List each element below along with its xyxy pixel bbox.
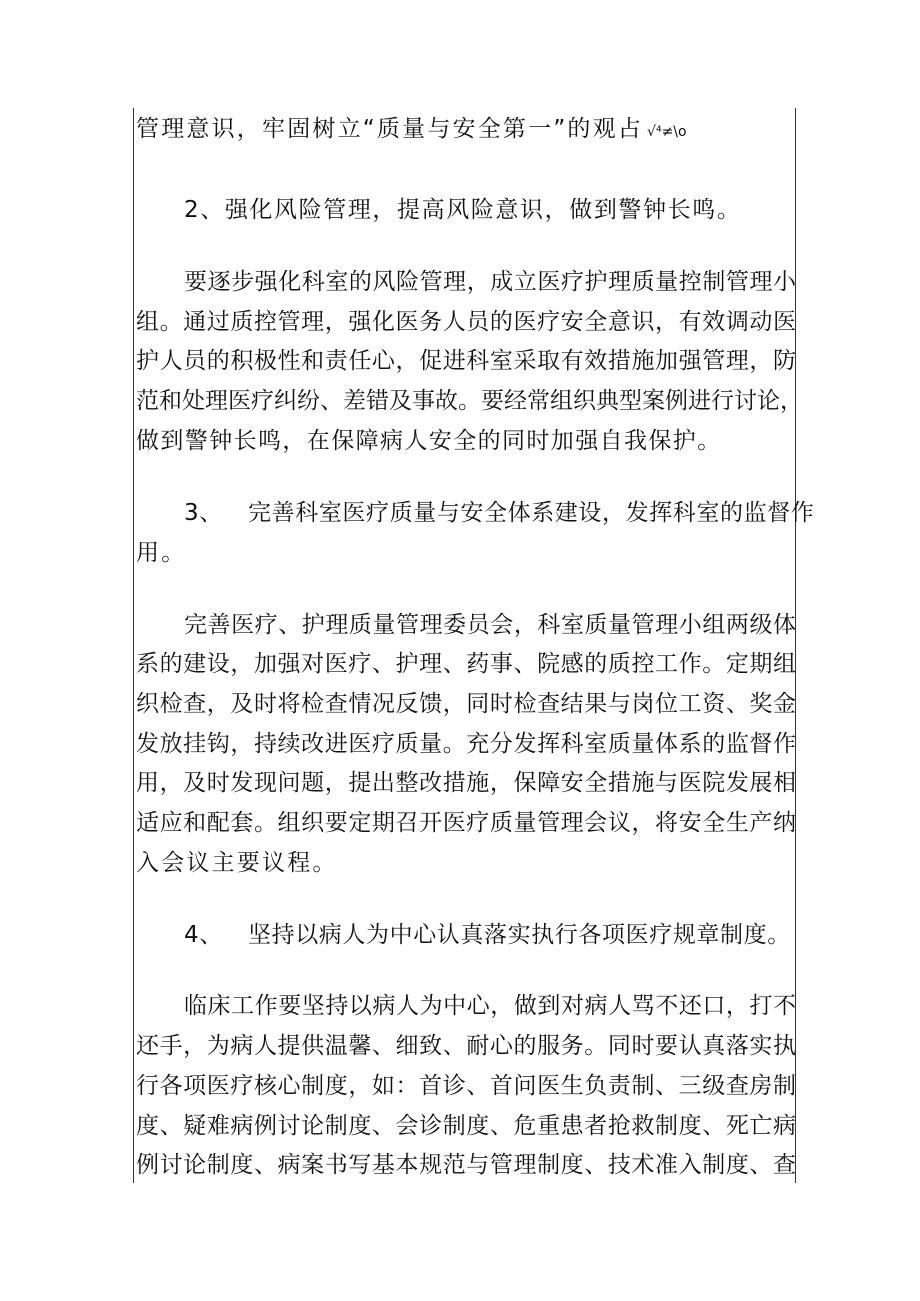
paragraph-line: 管理意识，牢固树立“质量与安全第一”的观占 √⁴≠\o <box>136 116 687 142</box>
paragraph-line: 要逐步强化科室的风险管理，成立医疗护理质量控制管理小 <box>184 269 796 295</box>
paragraph-line: 入会议主要议程。 <box>136 850 338 876</box>
paragraph-line: 度、疑难病例讨论制度、会诊制度、危重患者抢救制度、死亡病 <box>136 1113 796 1139</box>
paragraph-line: 临床工作要坚持以病人为中心，做到对病人骂不还口，打不 <box>184 993 796 1019</box>
table-border-left <box>133 108 134 1183</box>
paragraph-line: 系的建设，加强对医疗、护理、药事、院感的质控工作。定期组 <box>136 651 796 677</box>
paragraph-line: 还手，为病人提供温馨、细致、耐心的服务。同时要认真落实执 <box>136 1033 796 1059</box>
paragraph-line: 做到警钟长鸣，在保障病人安全的同时加强自我保护。 <box>136 428 722 454</box>
paragraph-line: 用。 <box>136 540 187 566</box>
paragraph-line: 适应和配套。组织要定期召开医疗质量管理会议，将安全生产纳 <box>136 810 796 836</box>
paragraph-line: 用，及时发现问题，提出整改措施，保障安全措施与医院发展相 <box>136 770 796 796</box>
paragraph-line: 例讨论制度、病案书写基本规范与管理制度、技术准入制度、查 <box>136 1152 796 1178</box>
garbled-text: √⁴≠\o <box>647 124 687 140</box>
section-heading-3: 3、 完善科室医疗质量与安全体系建设，发挥科室的监督作 <box>136 497 844 529</box>
section-heading-4: 4、 坚持以病人为中心认真落实执行各项医疗规章制度。 <box>136 919 844 951</box>
paragraph-line: 组。通过质控管理，强化医务人员的医疗安全意识，有效调动医 <box>136 309 796 335</box>
paragraph-line: 范和处理医疗纠纷、差错及事故。要经常组织典型案例进行讨论， <box>136 388 803 414</box>
paragraph-line: 护人员的积极性和责任心，促进科室采取有效措施加强管理，防 <box>136 348 796 374</box>
paragraph-line: 完善医疗、护理质量管理委员会，科室质量管理小组两级体 <box>184 612 796 638</box>
paragraph-line: 织检查，及时将检查情况反馈，同时检查结果与岗位工资、奖金 <box>136 691 796 717</box>
section-heading-2: 2、强化风险管理，提高风险意识，做到警钟长鸣。 <box>184 197 742 223</box>
paragraph-line: 行各项医疗核心制度，如：首诊、首问医生负责制、三级查房制 <box>136 1073 796 1099</box>
section-number: 4、 <box>184 922 223 948</box>
section-number: 3、 <box>184 500 223 526</box>
paragraph-line: 发放挂钩，持续改进医疗质量。充分发挥科室质量体系的监督作 <box>136 731 796 757</box>
